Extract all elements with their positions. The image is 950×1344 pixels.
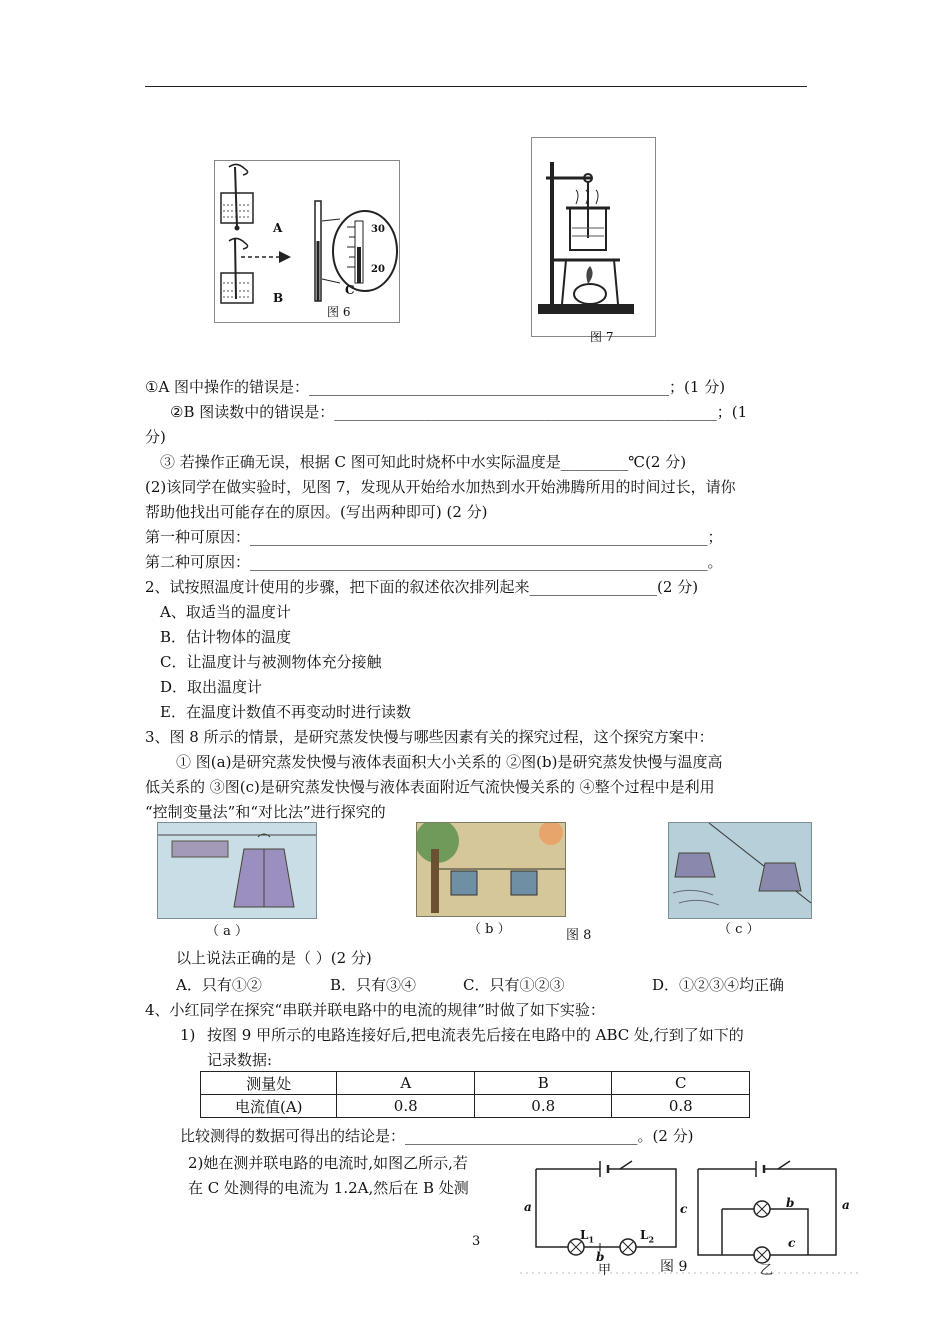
fig9-label-l2 (640, 1228, 654, 1246)
fig9-l2-text: L (640, 1228, 649, 1242)
fig6-caption: 图 6 (327, 305, 351, 319)
table-header-row (201, 1072, 750, 1095)
fig6-tick-20: 20 (371, 264, 385, 275)
q2-option: E．在温度计数值不再变动时进行读数 (160, 703, 411, 721)
figure-8b-image (416, 822, 566, 917)
fig9-l2-sub: 2 (648, 1234, 655, 1245)
q2-option: B．估计物体的温度 (160, 628, 292, 646)
fig6-label-a: A (273, 221, 283, 235)
q2-option: D．取出温度计 (160, 678, 263, 696)
q1-part-b: ②B 图读数中的错误是：___________________________________________________；(1 (170, 403, 748, 421)
q1-p2-line2: 帮助他找出可能存在的原因。(写出两种即可) (2 分) (145, 503, 488, 521)
fig9-label-a-yi: a (842, 1198, 850, 1212)
fig9-label-b-yi: b (786, 1196, 795, 1210)
q4-step1-line2: 记录数据: (207, 1051, 273, 1069)
q3-option-b: B．只有③④ (330, 976, 417, 994)
fig8-caption-a: （ a ） (206, 924, 249, 939)
fig6-tick-30: 30 (371, 224, 385, 235)
figure-7 (531, 137, 656, 344)
q2-option: A、取适当的温度计 (160, 603, 291, 621)
fig9-l1-text: L (580, 1228, 589, 1242)
fig9-label-a-jia: a (524, 1200, 532, 1214)
q2-stem: 2、试按照温度计使用的步骤，把下面的叙述依次排列起来_________________(2 分) (145, 578, 699, 596)
figure-6 (214, 160, 400, 323)
fig9-label-jia: 甲 (598, 1263, 612, 1278)
table-header-cell: 测量处 (201, 1072, 337, 1095)
figure-8c-image (668, 822, 812, 919)
header-rule (145, 86, 807, 87)
q1-reason2: 第二种可原因：_____________________________________________________________。 (145, 553, 723, 571)
fig8-caption: 图 8 (566, 928, 592, 943)
table-row (201, 1095, 750, 1118)
q3-option-c: C．只有①②③ (463, 976, 565, 994)
q4-step1-line1: 按图 9 甲所示的电路连接好后,把电流表先后接在电路中的 ABC 处,行到了如下的 (207, 1026, 744, 1044)
figure-9-circuits (520, 1155, 860, 1275)
fig8-caption-b: （ b ） (468, 922, 511, 937)
fig6-label-c: C (345, 283, 355, 297)
q3-option-d: D．①②③④均正确 (652, 976, 785, 994)
table-header-cell: C (612, 1072, 750, 1095)
fig9-label-c-jia: c (680, 1202, 688, 1216)
table-cell: 电流值(A) (201, 1095, 337, 1118)
table-cell: 0.8 (337, 1095, 475, 1118)
table-header-cell: A (337, 1072, 475, 1095)
fig9-label-c-yi: c (788, 1236, 796, 1250)
q2-option: C．让温度计与被测物体充分接触 (160, 653, 382, 671)
q1-part-c: ③ 若操作正确无误，根据 C 图可知此时烧杯中水实际温度是_________℃(2 分) (160, 453, 687, 471)
q4-stem: 4、小红同学在探究“串联并联电路中的电流的规律”时做了如下实验： (145, 1001, 605, 1019)
q4-step2-line2: 在 C 处测得的电流为 1.2A,然后在 B 处测 (188, 1179, 469, 1197)
fig7-caption: 图 7 (590, 330, 614, 344)
q1-p2-line1: (2)该同学在做实验时，见图 7，发现从开始给水加热到水开始沸腾所用的时间过长，请你 (145, 478, 736, 496)
q3-option-a: A．只有①② (176, 976, 262, 994)
current-data-table (200, 1071, 750, 1118)
q1-part-a: ①A 图中操作的错误是：________________________________________________；(1 分) (145, 378, 726, 396)
fig6-label-b: B (273, 291, 284, 305)
table-header-cell: B (474, 1072, 612, 1095)
fig9-label-l1 (580, 1228, 594, 1246)
fig8-caption-c: （ c ） (718, 922, 760, 937)
figure-8a-image (157, 822, 317, 919)
q3-line2: 低关系的 ③图(c)是研究蒸发快慢与液体表面附近气流快慢关系的 ④整个过程中是利用 (145, 778, 715, 796)
q1-reason1: 第一种可原因：_____________________________________________________________； (145, 528, 723, 546)
fig9-l1-sub: 1 (588, 1234, 595, 1245)
q3-ask: 以上说法正确的是（ ）(2 分) (176, 949, 372, 967)
q4-step1-number: 1) (180, 1026, 196, 1044)
fig9-label-yi: 乙 (760, 1263, 774, 1278)
fig9-caption: 图 9 (660, 1259, 688, 1275)
page-number: 3 (472, 1234, 481, 1249)
table-cell: 0.8 (612, 1095, 750, 1118)
fig9-label-b-jia: b (596, 1250, 605, 1264)
q3-line1: ① 图(a)是研究蒸发快慢与液体表面积大小关系的 ②图(b)是研究蒸发快慢与温度高 (176, 753, 723, 771)
q4-step2-line1: 2)她在测并联电路的电流时,如图乙所示,若 (188, 1154, 468, 1172)
q3-stem: 3、图 8 所示的情景，是研究蒸发快慢与哪些因素有关的探究过程，这个探究方案中： (145, 728, 714, 746)
boiling-apparatus-illustration (532, 138, 655, 318)
q1-part-b-cont: 分) (145, 428, 166, 446)
table-cell: 0.8 (474, 1095, 612, 1118)
q4-conclusion: 比较测得的数据可得出的结论是：_______________________________。(2 分) (180, 1127, 694, 1145)
q3-line3: “控制变量法”和“对比法”进行探究的 (145, 803, 386, 821)
